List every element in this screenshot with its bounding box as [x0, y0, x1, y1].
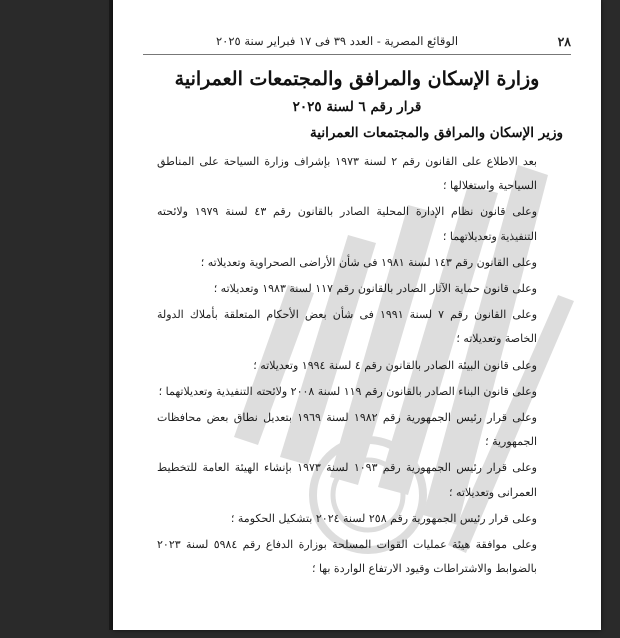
ministry-title: وزارة الإسكان والمرافق والمجتمعات العمرانية: [174, 68, 540, 90]
paragraph: وعلى قانون نظام الإدارة المحلية الصادر بالقانون رقم ٤٣ لسنة ١٩٧٩ ولائحته التنفيذية وتعديلاتهما ؛: [157, 205, 538, 243]
paragraph: وعلى موافقة هيئة عمليات القوات المسلحة بوزارة الدفاع رقم ٥٩٨٤ لسنة ٢٠٢٣ بالضوابط والاشتراطات وقيود الارتفاع الواردة بها ؛: [157, 538, 537, 576]
page-header: [143, 34, 571, 55]
paragraph: وعلى قرار رئيس الجمهورية رقم ١٠٩٣ لسنة ١٩٧٣ بإنشاء الهيئة العامة للتخطيط العمرانى وتعديلاته ؛: [157, 461, 537, 499]
minister-title: وزير الإسكان والمرافق والمجتمعات العمرانية: [310, 125, 563, 141]
paragraph: وعلى قانون البناء الصادر بالقانون رقم ١١٩ لسنة ٢٠٠٨ ولائحته التنفيذية وتعديلاتهما ؛: [158, 384, 537, 398]
paragraph: وعلى قرار رئيس الجمهورية رقم ٢٥٨ لسنة ٢٠٢٤ بتشكيل الحكومة ؛: [230, 511, 537, 525]
paragraph: بعد الاطلاع على القانون رقم ٢ لسنة ١٩٧٣ بإشراف وزارة السياحة على المناطق السياحية واستغلالها ؛: [157, 155, 537, 193]
paragraph: وعلى القانون رقم ٧ لسنة ١٩٩١ فى شأن بعض الأحكام المتعلقة بأملاك الدولة الخاصة وتعديلاته ؛: [157, 308, 538, 346]
paragraph: وعلى قانون حماية الآثار الصادر بالقانون رقم ١١٧ لسنة ١٩٨٣ وتعديلاته ؛: [213, 282, 537, 296]
paragraph: وعلى القانون رقم ١٤٣ لسنة ١٩٨١ فى شأن الأراضى الصحراوية وتعديلاته ؛: [200, 255, 537, 269]
decree-number: قرار رقم ٦ لسنة ٢٠٢٥: [292, 99, 422, 115]
page-number: ٢٨: [557, 34, 571, 49]
paragraph: وعلى قرار رئيس الجمهورية رقم ١٩٨٢ لسنة ١٩٦٩ بتعديل نطاق بعض محافظات الجمهورية ؛: [157, 411, 537, 449]
decree-body: [157, 150, 565, 581]
paragraph: وعلى قانون البيئة الصادر بالقانون رقم ٤ لسنة ١٩٩٤ وتعديلاته ؛: [253, 358, 537, 372]
document-page: [113, 0, 601, 630]
publication-title: الوقائع المصرية - العدد ٣٩ فى ١٧ فبراير سنة ٢٠٢٥: [215, 34, 459, 48]
